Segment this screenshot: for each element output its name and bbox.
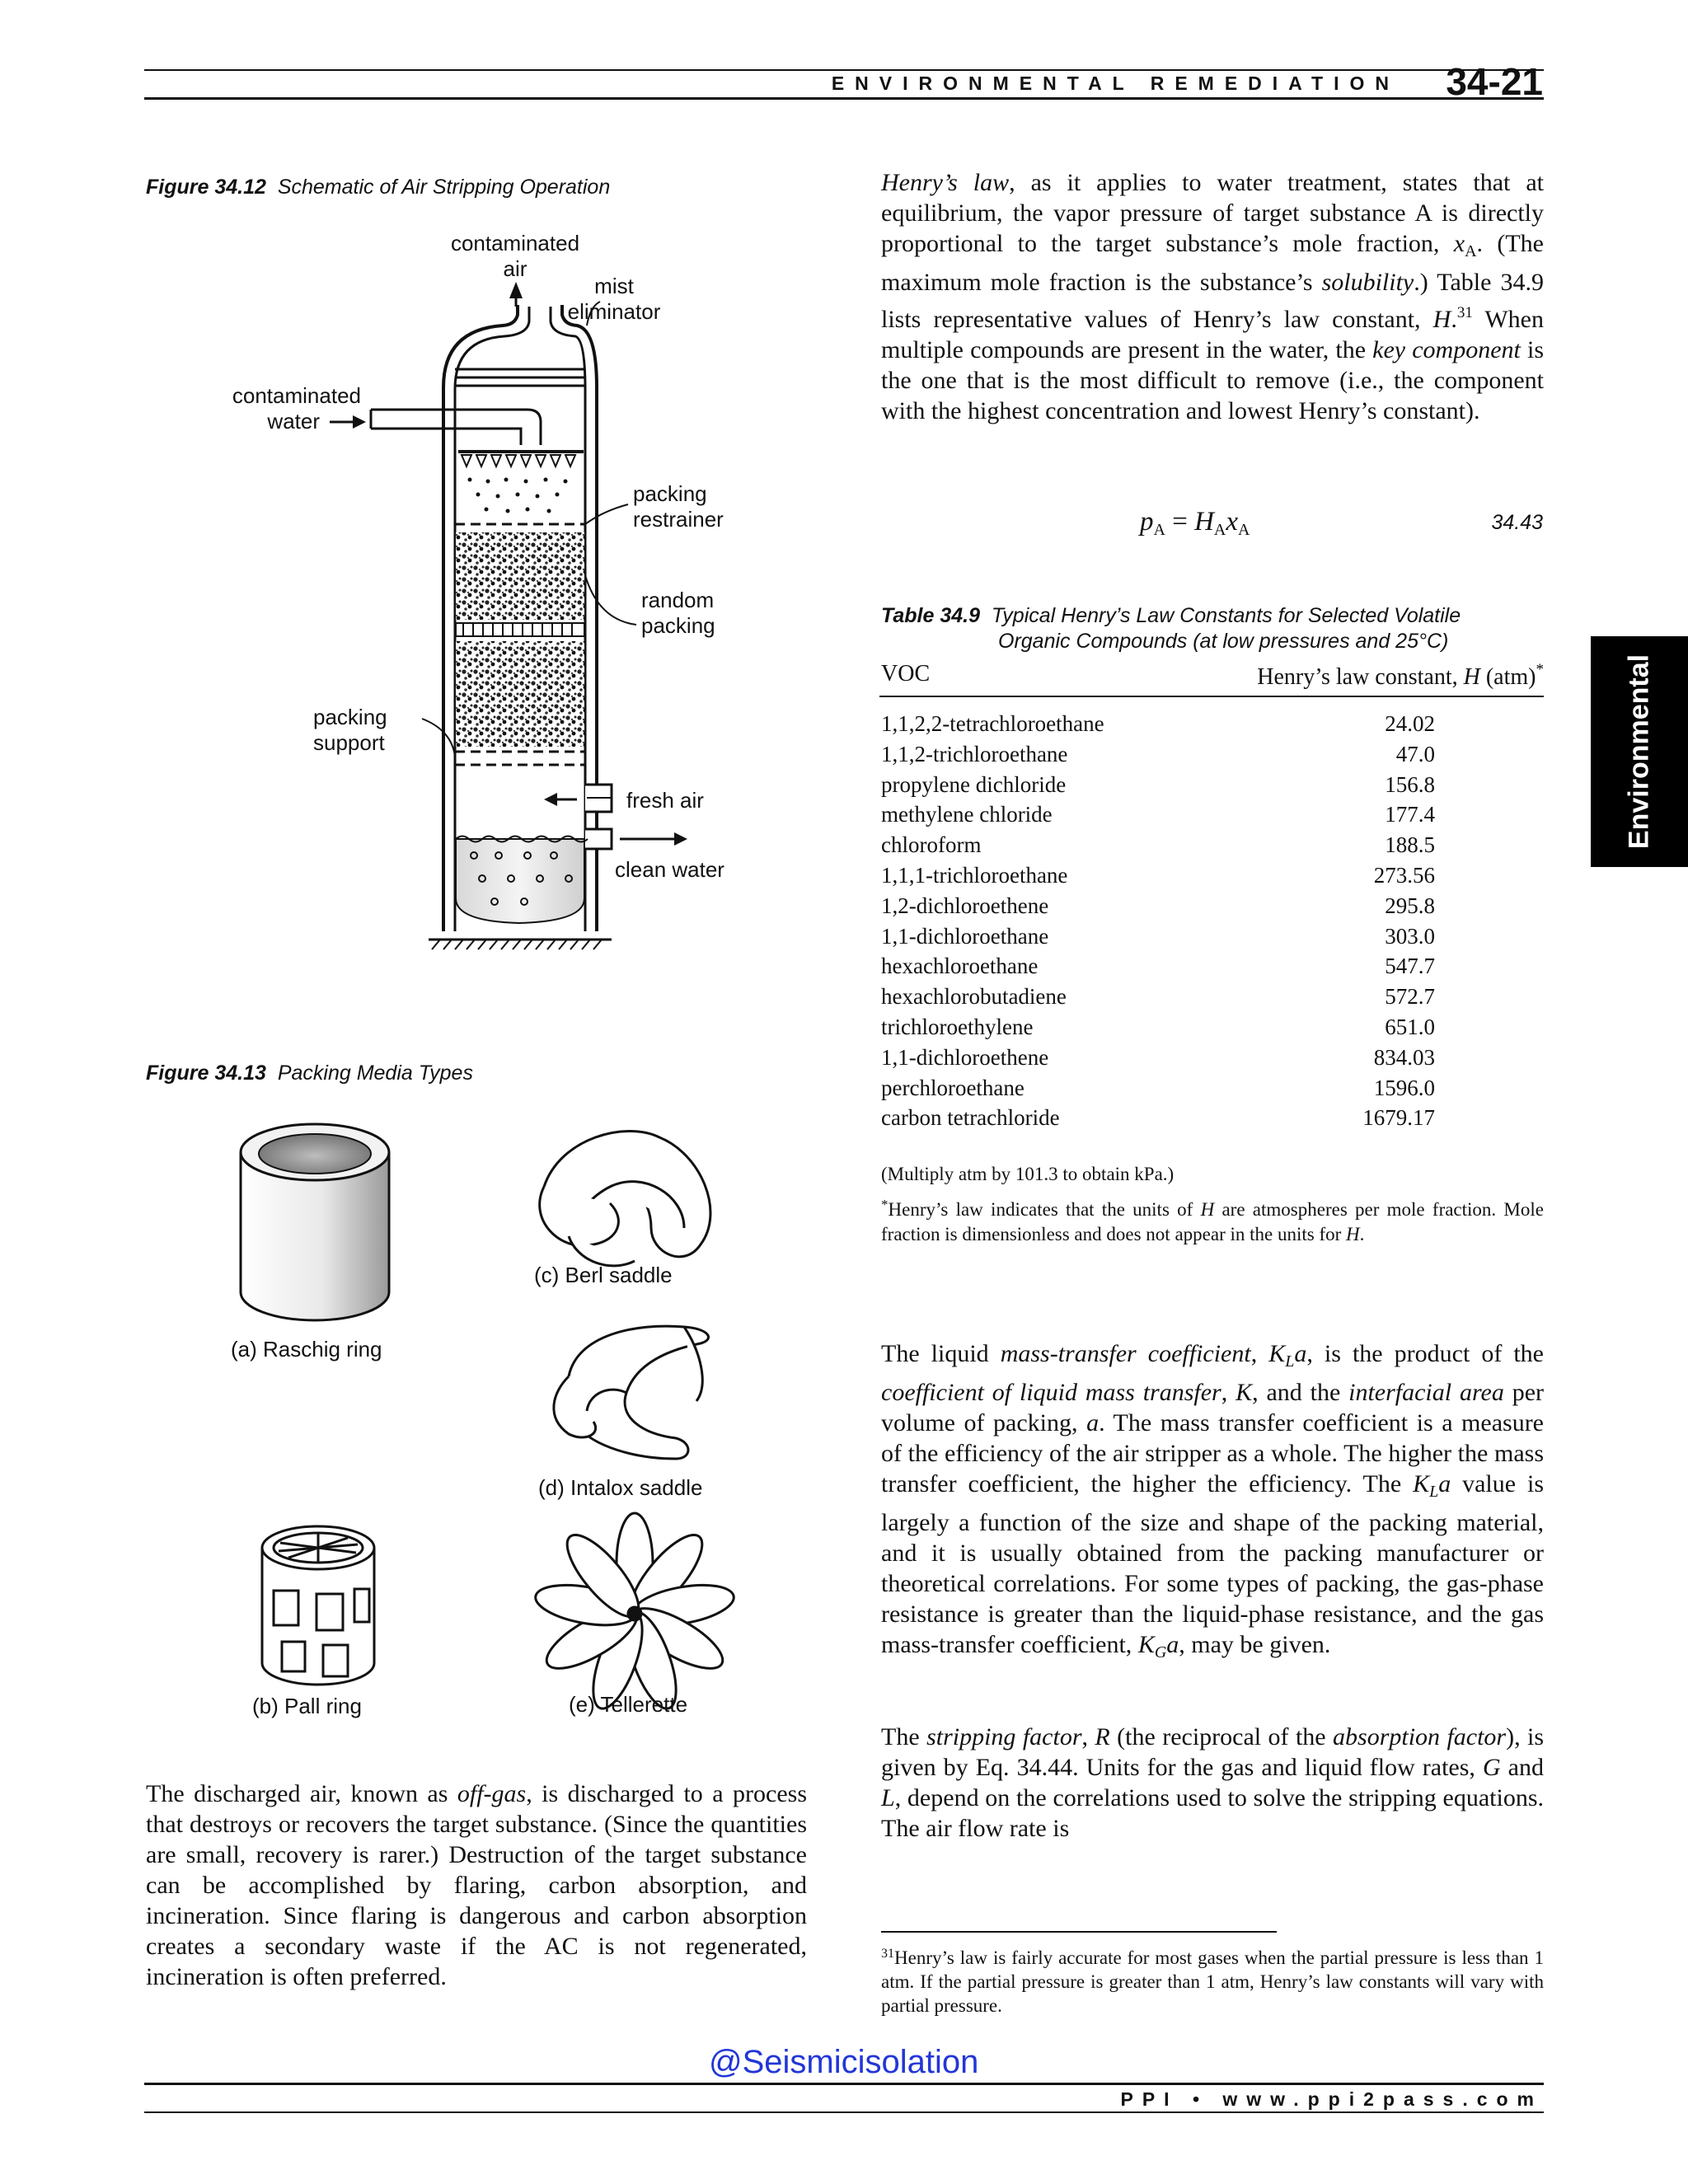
henry-text-5: When multiple compounds are present in the water, the: [881, 306, 1544, 363]
mt-term-1: mass-transfer coefficient: [1000, 1340, 1251, 1367]
mt-text-7: . The mass transfer coefficient is a measure of the efficiency of the air stripper as a whole. The higher the mass transfer coefficient, the higher the efficiency. The: [881, 1409, 1545, 1497]
table-number: Table 34.9: [881, 604, 980, 627]
footnote-number: 31: [881, 1947, 894, 1961]
mt-term-3: interfacial area: [1348, 1379, 1504, 1406]
side-tab-label: Environmental: [1623, 654, 1655, 850]
table-row: [881, 891, 1544, 921]
table-title-2: Organic Compounds (at low pressures and 25°C): [998, 630, 1449, 653]
spray-nozzles: [462, 455, 575, 466]
eq-x: x: [1226, 507, 1239, 537]
table-row: [881, 1043, 1544, 1073]
air-outlet-arrow: [509, 282, 523, 298]
label-packing-support: [313, 705, 387, 756]
table-cell-h: 1596.0: [1373, 1075, 1435, 1100]
table-cell-voc: 1,1,2-trichloroethane: [881, 741, 1068, 766]
mt-K4-sub: G: [1154, 1643, 1167, 1661]
sf-text-3: (the reciprocal of the: [1109, 1723, 1334, 1750]
sf-G: G: [1482, 1754, 1501, 1781]
table-col-henry-H: H: [1463, 664, 1480, 690]
mt-text-6: per volume of packing,: [881, 1379, 1545, 1436]
water-droplets: [468, 478, 568, 513]
table-cell-h: 177.4: [1385, 802, 1435, 827]
label-fresh-air: fresh air: [626, 788, 704, 813]
table-col-henry: [1257, 661, 1544, 691]
table-note-text-c: .: [1359, 1224, 1365, 1244]
section-side-tab: [1591, 636, 1688, 867]
table-caption-line2: [881, 629, 1557, 654]
table-row: [881, 830, 1544, 860]
henry-text-1: , as it applies to water treatment, states that at equilibrium, the vapor pressure of target substance A is directly proportional to the target substance’s mole fraction,: [881, 169, 1544, 257]
mt-a: a: [1294, 1340, 1307, 1367]
mt-K: K: [1268, 1340, 1286, 1367]
stripping-factor-paragraph: [881, 1722, 1544, 1844]
table-col-voc: VOC: [881, 661, 931, 687]
sf-text-4: ), is given by Eq. 34.44. Units for the gas and liquid flow rates,: [881, 1723, 1545, 1781]
footnote-rule: [881, 1931, 1277, 1933]
table-cell-h: 156.8: [1385, 771, 1435, 797]
mt-K2: K: [1236, 1379, 1253, 1406]
packing-bed-upper: [456, 532, 584, 620]
table-row: [881, 921, 1544, 952]
packing-media-illustrations: [214, 1104, 742, 1714]
figure-12-title: Schematic of Air Stripping Operation: [277, 176, 611, 199]
mt-text-2: ,: [1250, 1340, 1269, 1367]
label-random-2: packing: [641, 613, 715, 638]
table-cell-voc: perchloroethane: [881, 1075, 1025, 1100]
table-cell-voc: 1,1-dichloroethene: [881, 1044, 1049, 1070]
label-berl-saddle: (c) Berl saddle: [534, 1263, 673, 1287]
henry-law-paragraph: [881, 167, 1544, 426]
label-water-2: water: [267, 409, 320, 434]
henry-solubility: solubility: [1321, 269, 1414, 296]
label-restrainer-1: packing: [633, 481, 707, 506]
henry-H: H: [1432, 306, 1451, 333]
figure-12-number: Figure 34.12: [146, 176, 266, 199]
clean-water-arrow: [674, 832, 687, 846]
label-mist-1: mist: [594, 274, 634, 298]
label-contaminated-air-2: air: [503, 256, 528, 281]
label-random-packing: [641, 588, 715, 639]
table-cell-h: 834.03: [1373, 1044, 1435, 1070]
table-header: [881, 661, 1544, 690]
table-col-henry-star: *: [1536, 661, 1544, 678]
table-note-H2: H: [1346, 1224, 1360, 1244]
table-cell-voc: 1,2-dichloroethene: [881, 893, 1049, 918]
footnote-31: [881, 1942, 1544, 2018]
raschig-ring: [241, 1124, 389, 1320]
intalox-saddle: [554, 1326, 709, 1459]
table-cell-voc: hexachlorobutadiene: [881, 984, 1067, 1010]
figure-12-caption: [146, 176, 610, 199]
table-cell-h: 303.0: [1385, 923, 1435, 949]
table-row: [881, 982, 1544, 1012]
running-head: ENVIRONMENTAL REMEDIATION: [831, 73, 1400, 94]
mt-K3: K: [1413, 1470, 1430, 1497]
table-row: [881, 951, 1544, 982]
table-col-henry-text: Henry’s law constant,: [1257, 664, 1464, 690]
label-mist-eliminator: [560, 274, 668, 325]
table-cell-h: 1679.17: [1362, 1105, 1435, 1131]
off-gas-text-2: , is discharged to a process that destroys or recovers the target substance. (Since the quantities are small, recovery is rarer.) Destruction of the target substance can be accomplished by flaring, carbon absorption, and incineration. Since flaring is dangerous and carbon absorption creates a secondary waste if the AC is not regenerated, incineration is often preferred.: [146, 1780, 807, 1990]
label-random-1: random: [641, 588, 715, 612]
berl-saddle: [540, 1132, 710, 1266]
label-support-1: packing: [313, 705, 387, 729]
footer-publisher: PPI: [1120, 2088, 1179, 2110]
henry-term: Henry’s law: [881, 169, 1010, 196]
label-contaminated-air-1: contaminated: [450, 231, 580, 255]
mt-K4: K: [1137, 1631, 1155, 1658]
eq-p: p: [1140, 507, 1154, 537]
off-gas-term: off-gas: [457, 1780, 527, 1807]
table-header-rule: [879, 696, 1544, 697]
mt-text-8: value is largely a function of the size and shape of the packing material, and it is usually obtained from the packing manufacturer or theoretical correlations. For some types of packing, the gas-phase resistance is greater than the liquid-phase resistance, and the gas mass-transfer coefficient,: [881, 1470, 1544, 1658]
tellerette: [532, 1513, 737, 1714]
mt-term-2: coefficient of liquid mass transfer: [881, 1379, 1221, 1406]
sf-L: L: [881, 1784, 895, 1811]
packing-bed-lower: [456, 641, 584, 747]
watermark: @Seismicisolation: [709, 2044, 979, 2080]
mt-text-9: , may be given.: [1179, 1631, 1331, 1658]
label-water-1: contaminated: [232, 383, 361, 408]
table-cell-voc: 1,1-dichloroethane: [881, 923, 1049, 949]
table-note-units: (Multiply atm by 101.3 to obtain kPa.): [881, 1164, 1175, 1184]
table-row: [881, 770, 1544, 800]
table-cell-voc: carbon tetrachloride: [881, 1105, 1060, 1131]
table-title-1: Typical Henry’s Law Constants for Selected Volatile: [991, 604, 1461, 627]
table-row: [881, 739, 1544, 770]
footer-bullet: •: [1192, 2088, 1209, 2110]
equation-number: 34.43: [1491, 511, 1543, 534]
label-support-2: support: [313, 730, 385, 755]
table-note-text-a: Henry’s law indicates that the units of: [888, 1199, 1201, 1220]
eq-H: H: [1194, 507, 1214, 537]
table-cell-h: 651.0: [1385, 1014, 1435, 1039]
label-pall-ring: (b) Pall ring: [252, 1694, 362, 1718]
table-cell-voc: propylene dichloride: [881, 771, 1067, 797]
header-rule-bottom: [144, 97, 1544, 100]
table-body: [881, 709, 1544, 1133]
footer-rule-top: [144, 2083, 1544, 2085]
table-cell-h: 188.5: [1385, 832, 1435, 858]
sf-term-1: stripping factor: [926, 1723, 1082, 1750]
table-note-text-b: are atmospheres per mole fraction. Mole fraction is dimensionless and does not appear in the units for: [881, 1199, 1544, 1244]
table-row: [881, 1012, 1544, 1043]
table-row: [881, 1103, 1544, 1133]
table-cell-h: 572.7: [1385, 984, 1435, 1010]
table-cell-h: 273.56: [1373, 862, 1435, 888]
figure-13-caption: [146, 1062, 473, 1085]
eq-equals: =: [1165, 507, 1195, 537]
eq-p-sub: A: [1153, 521, 1165, 539]
table-row: [881, 860, 1544, 891]
label-tellerette: (e) Tellerette: [569, 1692, 688, 1717]
table-cell-h: 24.02: [1385, 711, 1435, 736]
sf-text-6: , depend on the correlations used to solve the stripping equations. The air flow rate is: [881, 1784, 1544, 1842]
mt-a4: a: [1166, 1631, 1179, 1658]
henry-text-6: is the one that is the most difficult to remove (i.e., the component with the highest concentration and lowest Henry’s constant).: [881, 336, 1545, 424]
sf-term-2: absorption factor: [1333, 1723, 1507, 1750]
table-cell-voc: chloroform: [881, 832, 982, 858]
label-intalox-saddle: (d) Intalox saddle: [538, 1475, 703, 1500]
header-rule-top: [144, 69, 1544, 71]
figure-13-number: Figure 34.13: [146, 1062, 266, 1085]
label-clean-water: clean water: [615, 857, 724, 882]
footer-url[interactable]: www.ppi2pass.com: [1222, 2088, 1543, 2110]
mt-K-sub: L: [1285, 1352, 1295, 1371]
eq-H-sub: A: [1213, 521, 1226, 539]
page-number: 34-21: [1446, 60, 1543, 103]
table-cell-voc: methylene chloride: [881, 802, 1053, 827]
footer-rule-bottom: [144, 2111, 1544, 2113]
off-gas-paragraph: [146, 1779, 807, 1992]
off-gas-text-1: The discharged air, known as: [146, 1780, 457, 1807]
equation-34-43: [1140, 507, 1250, 540]
table-caption: [881, 603, 1557, 654]
sf-text-5: and: [1500, 1754, 1544, 1781]
fresh-air-arrow: [544, 793, 557, 806]
footnote-ref-31: 31: [1456, 304, 1473, 321]
table-cell-voc: hexachloroethane: [881, 954, 1039, 979]
table-row: [881, 709, 1544, 739]
henry-text-2: . (The maximum mole fraction is the substance’s: [881, 230, 1544, 296]
table-cell-voc: 1,1,1-trichloroethane: [881, 862, 1068, 888]
label-contaminated-water: [206, 383, 361, 434]
label-mist-2: eliminator: [567, 299, 661, 324]
label-restrainer-2: restrainer: [633, 507, 724, 532]
table-cell-h: 295.8: [1385, 893, 1435, 918]
table-col-henry-unit: (atm): [1479, 664, 1536, 690]
table-cell-voc: 1,1,2,2-tetrachloroethane: [881, 711, 1104, 736]
henry-x-sub: A: [1465, 242, 1477, 260]
mass-transfer-paragraph: [881, 1338, 1544, 1668]
mt-text-5: , and the: [1252, 1379, 1349, 1406]
table-cell-h: 547.7: [1385, 954, 1435, 979]
sf-text-2: ,: [1081, 1723, 1095, 1750]
mt-text-1: The liquid: [881, 1340, 1001, 1367]
label-raschig-ring: (a) Raschig ring: [231, 1337, 382, 1361]
pall-ring: [262, 1526, 374, 1685]
label-packing-restrainer: [633, 481, 724, 532]
henry-x: x: [1453, 230, 1465, 257]
mt-K3-sub: L: [1429, 1483, 1439, 1501]
table-note-henry: [881, 1193, 1544, 1247]
sf-text-1: The: [881, 1723, 927, 1750]
table-row: [881, 1073, 1544, 1104]
henry-key-component: key component: [1372, 336, 1521, 363]
footnote-text: Henry’s law is fairly accurate for most gases when the partial pressure is less than 1 atm. If the partial pressure is greater than 1 atm, Henry’s law constants will vary with partial pressure.: [881, 1947, 1544, 2016]
table-cell-voc: trichloroethylene: [881, 1014, 1034, 1039]
table-caption-line1: [881, 603, 1557, 629]
mt-text-4: ,: [1221, 1379, 1236, 1406]
eq-x-sub: A: [1238, 521, 1250, 539]
henry-text-3: .) Table 34.9 lists representative values of Henry’s law constant,: [881, 269, 1544, 333]
sf-R: R: [1095, 1723, 1110, 1750]
henry-text-4: .: [1451, 306, 1457, 333]
table-row: [881, 799, 1544, 830]
mt-text-3: , is the product of the: [1306, 1340, 1544, 1367]
table-cell-h: 47.0: [1395, 741, 1435, 766]
table-note-star: *: [881, 1197, 889, 1212]
mt-a2: a: [1086, 1409, 1100, 1436]
mt-a3: a: [1438, 1470, 1451, 1497]
table-note-H: H: [1200, 1199, 1215, 1220]
footer-text: [1120, 2088, 1543, 2111]
figure-13-title: Packing Media Types: [277, 1062, 473, 1085]
